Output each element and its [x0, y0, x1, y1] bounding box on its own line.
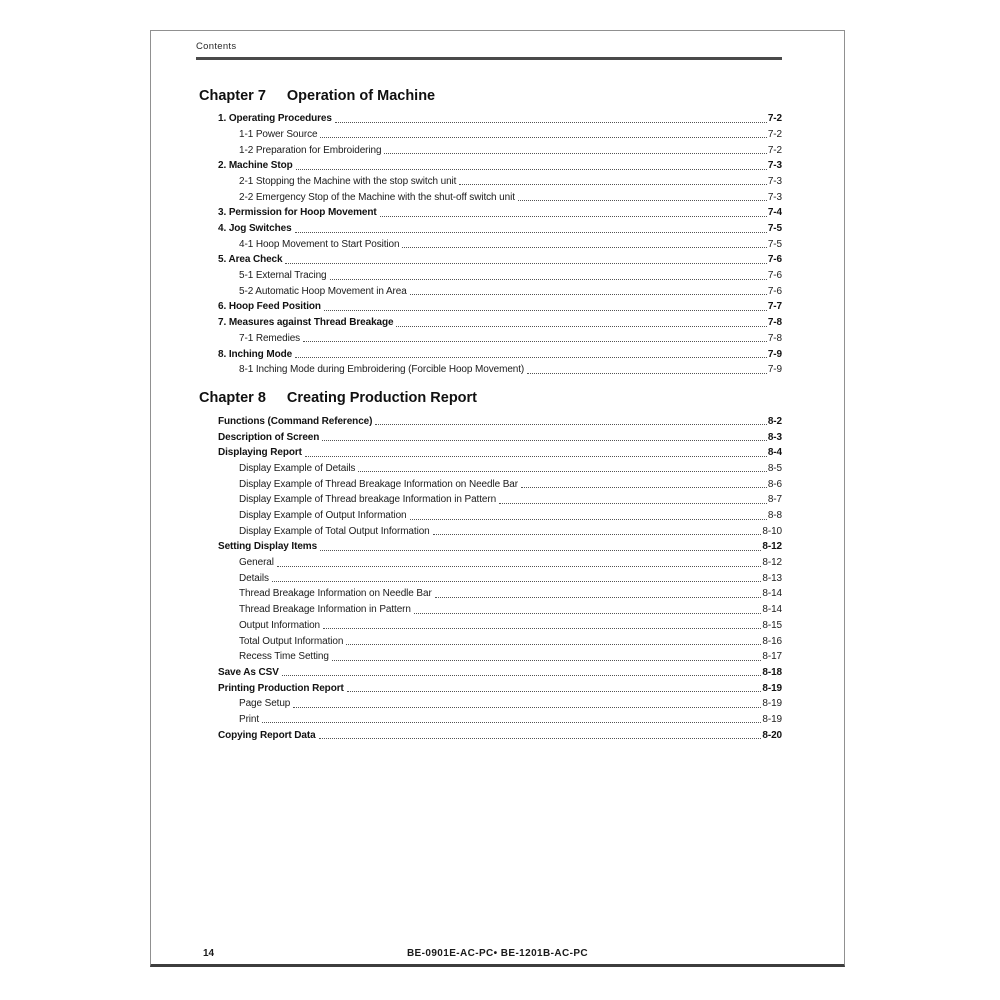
toc-entry-label: Setting Display Items [218, 541, 318, 553]
dot-leader [347, 691, 762, 692]
toc-entry-page: 8-12 [762, 541, 782, 553]
toc-entry [196, 632, 782, 648]
toc-entry-label: Save As CSV [218, 666, 279, 678]
toc-entry-page: 8-19 [762, 698, 782, 710]
toc-entry-page: 8-19 [762, 682, 782, 694]
toc-entry-label: 5-1 External Tracing [239, 270, 327, 282]
dot-leader [305, 456, 767, 457]
toc-entry [196, 444, 782, 460]
toc-entry [196, 219, 782, 235]
dot-leader [322, 440, 767, 441]
dot-leader [396, 326, 766, 327]
toc-entry-page: 8-2 [767, 415, 782, 427]
toc-entry [196, 141, 782, 157]
dot-leader [375, 424, 767, 425]
document-page [150, 30, 845, 967]
toc-entry [196, 475, 782, 491]
toc-entry [196, 710, 782, 726]
dot-leader [295, 232, 767, 233]
toc-entry [196, 172, 782, 188]
page-header [196, 36, 782, 60]
toc-entry [196, 569, 782, 585]
toc-entry-page: 8-15 [762, 619, 782, 631]
toc-entry [196, 491, 782, 507]
toc-entry [196, 125, 782, 141]
dot-leader [346, 644, 761, 645]
toc-entry-label: 5. Area Check [218, 254, 283, 266]
dot-leader [402, 247, 766, 248]
toc-entry-label: Thread Breakage Information on Needle Bar [239, 588, 432, 600]
toc-entry [196, 600, 782, 616]
toc-entry [196, 313, 782, 329]
page-content [151, 31, 844, 742]
toc-entry [196, 695, 782, 711]
chapter-heading [196, 390, 782, 407]
toc-entry-label: Total Output Information [239, 635, 344, 647]
chapter-number: Chapter 8 [199, 390, 266, 407]
toc-entry-label: 8. Inching Mode [218, 348, 293, 360]
toc-entry-label: Displaying Report [218, 447, 302, 459]
toc-entry [196, 361, 782, 377]
toc-entry-page: 8-19 [762, 713, 782, 725]
toc-entry-page: 8-13 [762, 572, 782, 584]
dot-leader [521, 487, 767, 488]
toc-entry-label: Display Example of Thread breakage Information in Pattern [239, 494, 497, 506]
toc-entry [196, 538, 782, 554]
toc-entry-label: Display Example of Thread Breakage Information on Needle Bar [239, 478, 518, 490]
dot-leader [358, 471, 767, 472]
dot-leader [414, 613, 762, 614]
toc-entry [196, 553, 782, 569]
dot-leader [295, 357, 767, 358]
toc-entry-page: 7-3 [767, 191, 782, 203]
toc-entry-label: Print [239, 713, 260, 725]
footer-page-number: 14 [203, 948, 215, 959]
toc-entry-label: Output Information [239, 619, 321, 631]
dot-leader [282, 675, 762, 676]
toc-entry-label: Copying Report Data [218, 729, 316, 741]
toc-entry-label: 4-1 Hoop Movement to Start Position [239, 238, 400, 250]
toc-entry-label: Display Example of Output Information [239, 510, 407, 521]
toc-entry [196, 726, 782, 742]
dot-leader [527, 373, 767, 374]
toc-entry-label: 1-2 Preparation for Embroidering [239, 144, 382, 156]
toc-entry-label: 1-1 Power Source [239, 128, 318, 140]
dot-leader [380, 216, 767, 217]
toc-entry-page: 7-5 [767, 223, 782, 234]
toc-entry-label: 8-1 Inching Mode during Embroidering (Forcible Hoop Movement) [239, 364, 525, 376]
dot-leader [285, 263, 766, 264]
dot-leader [410, 519, 767, 520]
toc-entry [196, 329, 782, 345]
toc-entry-label: 2-2 Emergency Stop of the Machine with the shut-off switch unit [239, 191, 515, 203]
toc-entry-page: 7-6 [767, 285, 782, 297]
toc-entry-page: 7-8 [767, 332, 782, 344]
toc-entry-page: 8-10 [762, 525, 782, 537]
toc-entry-page: 8-6 [767, 478, 782, 490]
toc-entry-label: Printing Production Report [218, 682, 344, 694]
toc-entry-label: Display Example of Details [239, 462, 356, 474]
toc-entry [196, 648, 782, 664]
chapter-entries [196, 110, 782, 377]
dot-leader [332, 660, 762, 661]
toc-entry-label: 5-2 Automatic Hoop Movement in Area [239, 285, 407, 297]
toc-entry-label: 7-1 Remedies [239, 332, 301, 344]
header-rule [196, 57, 782, 60]
toc-entry [196, 188, 782, 204]
dot-leader [499, 503, 767, 504]
toc-entry-label: Display Example of Total Output Information [239, 525, 430, 537]
toc-entry-page: 7-3 [767, 160, 782, 172]
dot-leader [272, 581, 762, 582]
toc-entry [196, 663, 782, 679]
chapter-section [196, 390, 782, 741]
toc-entry-label: 7. Measures against Thread Breakage [218, 317, 394, 329]
toc-entry-label: 2. Machine Stop [218, 160, 293, 172]
chapter-heading [196, 88, 782, 105]
toc-entry [196, 412, 782, 428]
toc-entry-page: 8-14 [762, 588, 782, 600]
dot-leader [384, 153, 766, 154]
header-label: Contents [196, 41, 237, 52]
toc-entry [196, 282, 782, 298]
toc-entry-page: 7-3 [767, 175, 782, 187]
toc-entry-label: Page Setup [239, 698, 291, 710]
chapter-title: Creating Production Report [286, 390, 478, 407]
toc-entry-page: 7-6 [767, 254, 782, 266]
dot-leader [518, 200, 767, 201]
dot-leader [262, 722, 761, 723]
toc-entry-page: 7-6 [767, 270, 782, 282]
toc-entry-page: 8-16 [762, 635, 782, 647]
toc-entry-page: 8-17 [762, 651, 782, 663]
chapter-entries [196, 412, 782, 741]
footer-doc-code: BE-0901E-AC-PC• BE-1201B-AC-PC [406, 948, 589, 959]
toc-entry-page: 8-18 [762, 666, 782, 678]
toc-entry-label: 1. Operating Procedures [218, 113, 332, 125]
dot-leader [410, 294, 767, 295]
toc-entry-label: General [239, 557, 274, 569]
toc-entry-page: 8-7 [767, 494, 782, 506]
dot-leader [320, 550, 761, 551]
toc-entry-page: 8-20 [762, 729, 782, 741]
toc-entry-label: Description of Screen [218, 431, 320, 443]
toc-entry [196, 506, 782, 522]
chapter-number: Chapter 7 [199, 87, 266, 104]
toc-entry-page: 7-8 [767, 317, 782, 329]
toc-entry [196, 522, 782, 538]
toc-entry [196, 679, 782, 695]
toc-entry [196, 298, 782, 314]
toc-entry-page: 7-5 [767, 238, 782, 250]
toc-entry-page: 8-5 [767, 462, 782, 474]
chapter-section [196, 88, 782, 377]
toc-entry-page: 7-7 [767, 301, 782, 313]
toc-entry [196, 251, 782, 267]
toc-entry-label: Details [239, 572, 269, 584]
toc-entry-page: 8-14 [762, 604, 782, 616]
toc-entry [196, 110, 782, 126]
toc-entry-page: 7-2 [767, 128, 782, 140]
toc-entry-label: Thread Breakage Information in Pattern [239, 604, 411, 616]
toc-entry [196, 428, 782, 444]
dot-leader [319, 738, 762, 739]
toc-entry-label: 3. Permission for Hoop Movement [218, 207, 377, 219]
dot-leader [330, 279, 767, 280]
toc-entry-page: 7-9 [767, 364, 782, 376]
toc-entry [196, 585, 782, 601]
toc-entry-page: 7-4 [767, 207, 782, 219]
dot-leader [433, 534, 762, 535]
dot-leader [335, 122, 767, 123]
dot-leader [435, 597, 762, 598]
toc-entry-page: 7-2 [767, 144, 782, 156]
toc-entry-label: Recess Time Setting [239, 651, 329, 663]
dot-leader [324, 310, 767, 311]
page-footer [151, 947, 844, 960]
toc-entry-page: 7-2 [767, 113, 782, 125]
chapter-title: Operation of Machine [286, 87, 436, 104]
toc-entry [196, 204, 782, 220]
toc-entry-page: 8-3 [767, 431, 782, 443]
toc-entry-label: 6. Hoop Feed Position [218, 301, 321, 313]
toc-entry [196, 345, 782, 361]
table-of-contents [196, 88, 782, 742]
toc-entry [196, 459, 782, 475]
toc-entry-label: 2-1 Stopping the Machine with the stop switch unit [239, 175, 457, 187]
toc-entry-page: 8-12 [762, 557, 782, 569]
toc-entry-label: 4. Jog Switches [218, 223, 292, 234]
toc-entry-page: 7-9 [767, 348, 782, 360]
toc-entry [196, 157, 782, 173]
dot-leader [459, 184, 766, 185]
dot-leader [320, 137, 766, 138]
toc-entry-page: 8-8 [767, 510, 782, 521]
toc-entry [196, 235, 782, 251]
dot-leader [323, 628, 761, 629]
toc-entry-label: Functions (Command Reference) [218, 415, 373, 427]
toc-entry-page: 8-4 [767, 447, 782, 459]
toc-entry [196, 616, 782, 632]
dot-leader [303, 341, 767, 342]
dot-leader [296, 169, 767, 170]
toc-entry [196, 266, 782, 282]
dot-leader [277, 566, 761, 567]
dot-leader [293, 707, 761, 708]
